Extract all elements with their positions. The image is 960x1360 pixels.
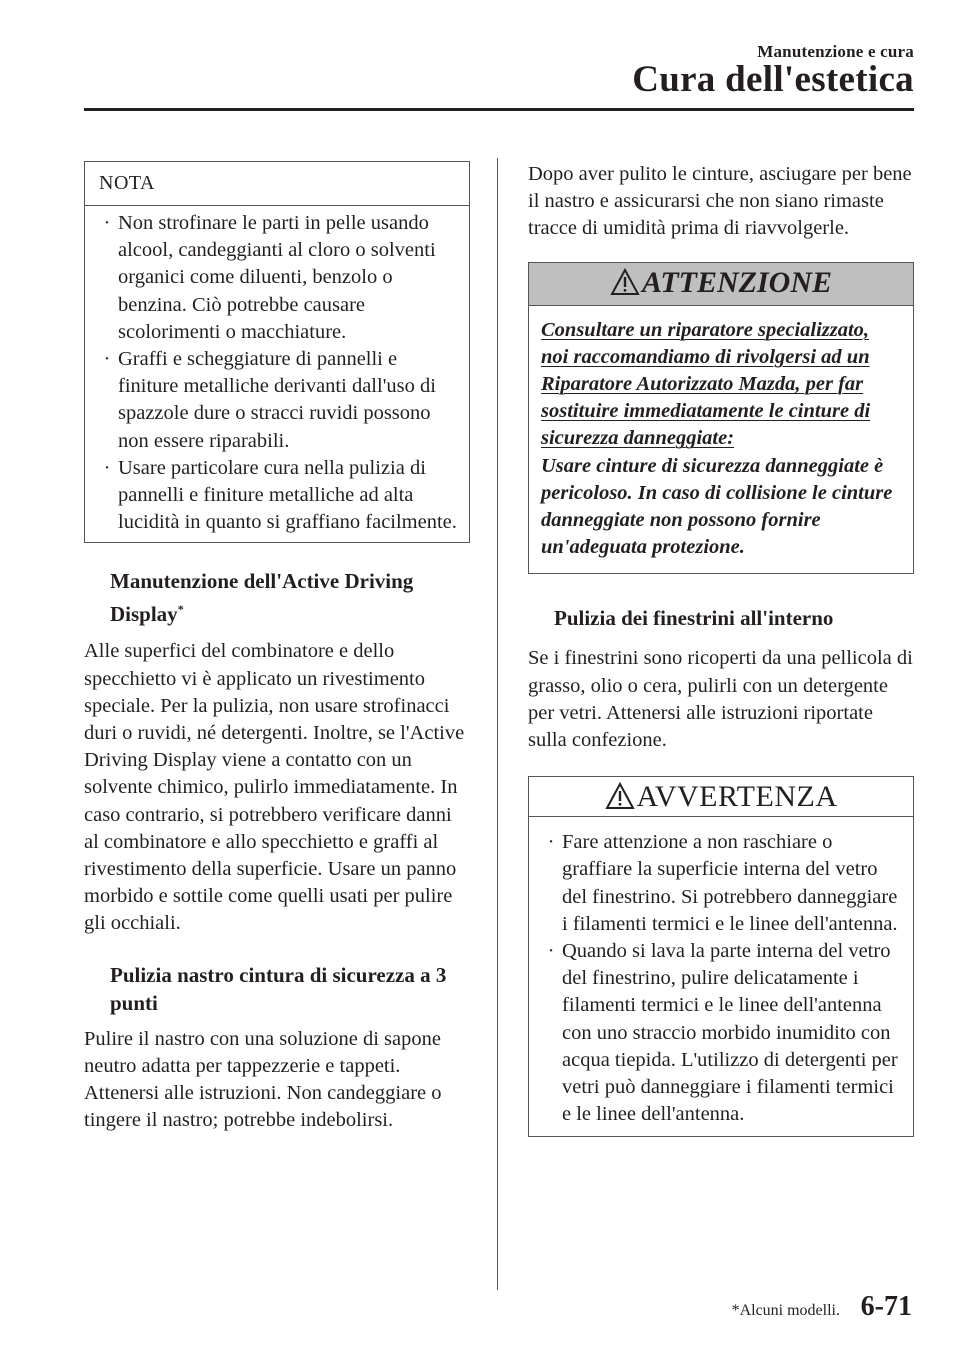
nota-title: NOTA bbox=[85, 162, 469, 206]
bullet-icon: · bbox=[103, 456, 111, 479]
active-driving-text: Alle superfici del combinatore e dello specchietto vi è applicato un rivestimento speciale. Per la pulizia, non usare strofinacci duri o ruvidi, né detergenti. Inoltre, se l'Active Driving Display viene a contatto con un solvente chimico, pulirlo immediatamente. In caso contrario, si potrebbero verificare danni al combinatore e allo specchietto e graffi al rivestimento della superficie. Usare un panno morbido e sottile come quelli usati per pulire gli occhiali. bbox=[84, 640, 465, 935]
warning-triangle-icon bbox=[605, 781, 635, 821]
nota-list bbox=[101, 210, 459, 536]
page-number: 6-71 bbox=[860, 1291, 912, 1322]
attenzione-text: Usare cinture di sicurezza danneggiate è pericoloso. In caso di collisione le cinture danneggiate non possono fornire un'adeguata protezione. bbox=[541, 454, 893, 559]
avvertenza-header bbox=[529, 777, 913, 817]
belt-heading: Pulizia nastro cintura di sicurezza a 3 punti bbox=[110, 962, 447, 1015]
header-rule bbox=[84, 108, 914, 111]
attenzione-title: ATTENZIONE bbox=[641, 265, 833, 299]
page-title: Cura dell'estetica bbox=[632, 59, 914, 100]
after-belt-text: Dopo aver pulito le cinture, asciugare per bene il nastro e assicurarsi che non siano rimaste tracce di umidità prima di riavvolgerle. bbox=[528, 163, 912, 240]
nota-item-text: Graffi e scheggiature di pannelli e finiture metalliche derivanti dall'uso di spazzole dure o stracci ruvidi possono non essere riparabili. bbox=[118, 348, 436, 452]
warning-triangle-icon bbox=[610, 267, 640, 307]
footnote: *Alcuni modelli. bbox=[731, 1302, 840, 1319]
attenzione-header bbox=[529, 263, 913, 306]
bullet-icon: · bbox=[103, 348, 111, 371]
nota-item bbox=[101, 455, 459, 537]
header-section: Manutenzione e cura bbox=[757, 42, 914, 61]
avvertenza-list bbox=[545, 829, 903, 1128]
avvertenza-item-text: Fare attenzione a non raschiare o graffiare la superficie interna del vetro del finestrino. Si potrebbero danneggiare i filamenti termici e le linee dell'antenna. bbox=[562, 831, 898, 935]
nota-item-text: Non strofinare le parti in pelle usando alcool, candeggianti al cloro o solventi organici come diluenti, benzolo o benzina. Ciò potrebbe causare scolorimenti o macchiature. bbox=[118, 212, 436, 343]
nota-item-text: Usare particolare cura nella pulizia di pannelli e finiture metalliche ad alta lucidità in quanto si graffiano facilmente. bbox=[118, 456, 457, 534]
avvertenza-title: AVVERTENZA bbox=[636, 780, 838, 814]
avvertenza-item bbox=[545, 938, 903, 1128]
windows-text: Se i finestrini sono ricoperti da una pellicola di grasso, olio o cera, pulirli con un detergente per vetri. Attenersi alle istruzioni riportate sulla confezione. bbox=[528, 647, 913, 752]
bullet-icon: · bbox=[103, 212, 111, 234]
avvertenza-box bbox=[528, 776, 914, 1137]
left-column bbox=[84, 161, 470, 1134]
attenzione-box bbox=[528, 262, 914, 575]
avvertenza-item-text: Quando si lava la parte interna del vetro del finestrino, pulire delicatamente i filamenti termici e le linee dell'antenna con uno straccio morbido inumidito con acqua tiepida. L'utilizzo di detergenti per vetri può danneggiare i filamenti termici e le linee dell'antenna. bbox=[562, 940, 898, 1126]
attenzione-body bbox=[529, 306, 913, 574]
column-divider bbox=[497, 158, 498, 1290]
attenzione-underlined-text: Consultare un riparatore specializzato, noi raccomandiamo di rivolgersi ad un Riparatore Autorizzato Mazda, per far sostituire immediatamente le cinture di sicurezza danneggiate: bbox=[541, 318, 871, 450]
belt-text: Pulire il nastro con una soluzione di sapone neutro adatta per tappezzerie e tappeti. Attenersi alle istruzioni. Non candeggiare o tingere il nastro; potrebbe indebolirsi. bbox=[84, 1027, 442, 1132]
nota-body bbox=[85, 206, 469, 542]
nota-box bbox=[84, 161, 470, 543]
right-column bbox=[528, 161, 914, 1137]
avvertenza-item bbox=[545, 829, 903, 938]
active-driving-heading bbox=[84, 567, 470, 628]
bullet-icon: · bbox=[547, 940, 555, 963]
nota-item bbox=[101, 210, 459, 346]
active-driving-heading-text: Manutenzione dell'Active Driving Display bbox=[110, 569, 414, 627]
avvertenza-body bbox=[529, 817, 913, 1136]
windows-heading: Pulizia dei finestrini all'interno bbox=[554, 606, 834, 631]
nota-item bbox=[101, 346, 459, 455]
footnote-marker: * bbox=[177, 602, 184, 617]
bullet-icon: · bbox=[547, 831, 555, 854]
